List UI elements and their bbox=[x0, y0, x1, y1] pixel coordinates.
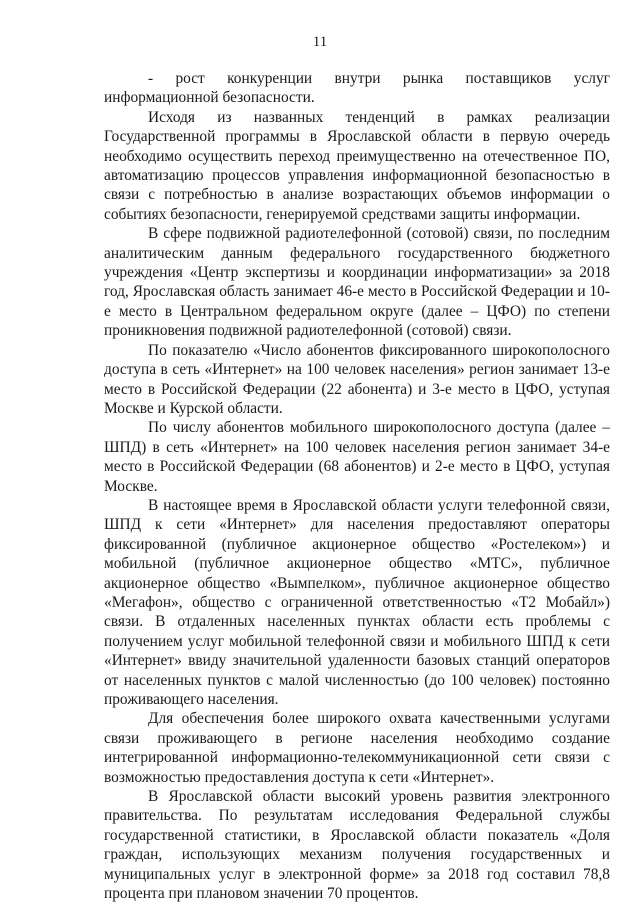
paragraph-telecom-operators: В настоящее время в Ярославской области услуги телефонной связи, ШПД к сети «Интернет» для населения предоставляют операторы фиксированной (публичное акционерное общество «Ростелеком») и мобильной (публичное акционерное общество «МТС», публичное акционерное общество «Вымпелком», публичное акционерное общество «Мегафон», общество с ограниченной ответственностью «Т2 Мобайл») связи. В отдаленных населенных пунктах области есть проблемы с получением услуг мобильной телефонной связи и мобильного ШПД к сети «Интернет» ввиду значительной удаленности базовых станций операторов от населенных пунктов с малой численностью (до 100 человек) постоянно проживающего населения. bbox=[104, 496, 610, 708]
paragraph-fixed-broadband-ranking: По показателю «Число абонентов фиксированного широкополосного доступа в сеть «Интернет» на 100 человек населения» регион занимает 13-е место в Российской Федерации (22 абонента) и 3-е место в ЦФО, уступая Москве и Курской области. bbox=[104, 341, 610, 417]
paragraph-integrated-network: Для обеспечения более широкого охвата качественными услугами связи проживающего в регионе населения необходимо создание интегрированной информационно-телекоммуникационной сети связи с возможностью предоставления доступа к сети «Интернет». bbox=[104, 710, 610, 786]
paragraph-mobile-broadband-ranking: По числу абонентов мобильного широкополосного доступа (далее – ШПД) в сеть «Интернет» на 100 человек населения регион занимает 34-е место в Российской Федерации (68 абонентов) и 2-е место в ЦФО, уступая Москве. bbox=[104, 419, 610, 495]
paragraph-e-government: В Ярославской области высокий уровень развития электронного правительства. По результатам исследования Федеральной службы государственной статистики, в Ярославской области показатель «Доля граждан, использующих механизм получения государственных и муниципальных услуг в электронной форме» за 2018 год составил 78,8 процента при плановом значении 70 процентов. bbox=[104, 788, 610, 903]
paragraph-competition-growth: - рост конкуренции внутри рынка поставщиков услуг информационной безопасности. bbox=[104, 70, 610, 107]
paragraph-mobile-communication-ranking: В сфере подвижной радиотелефонной (сотовой) связи, по последним аналитическим данным федерального государственного бюджетного учреждения «Центр экспертизы и координации информатизации» за 2018 год, Ярославская область занимает 46-е место в Российской Федерации и 10-е место в Центральном федеральном округе (далее – ЦФО) по степени проникновения подвижной радиотелефонной (сотовой) связи. bbox=[104, 225, 610, 340]
paragraph-state-program-priorities: Исходя из названных тенденций в рамках реализации Государственной программы в Ярославской области в первую очередь необходимо осуществить переход преимущественно на отечественное ПО, автоматизацию процессов управления информационной безопасностью в связи с потребностью в анализе возрастающих объемов информации о событиях безопасности, генерируемой средствами защиты информации. bbox=[104, 108, 610, 223]
page-number: 11 bbox=[312, 34, 328, 50]
document-body bbox=[104, 69, 610, 903]
